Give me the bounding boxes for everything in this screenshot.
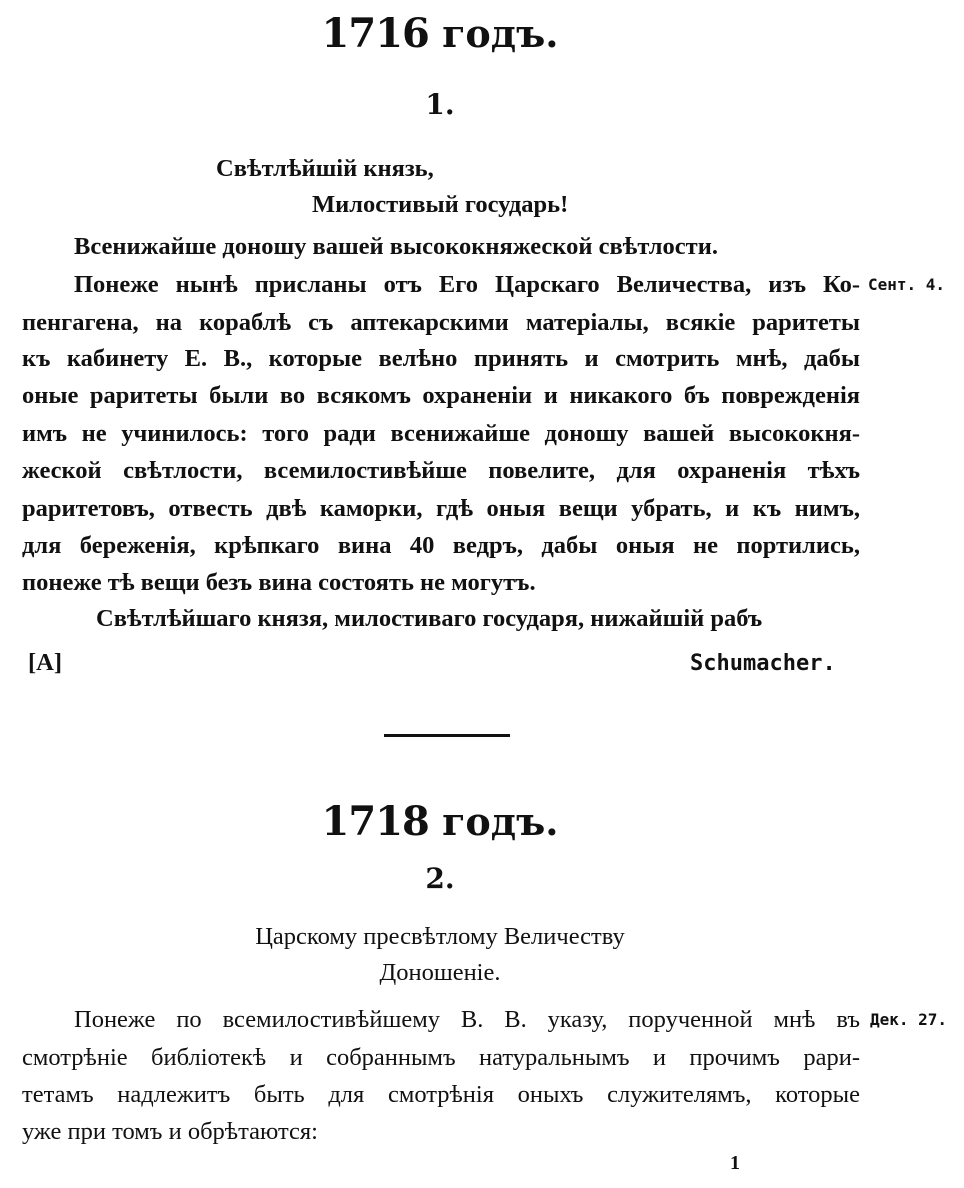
body-line-8: раритетовъ, отвесть двѣ каморки, гдѣ оныя вещи убрать, и къ нимъ, — [22, 495, 860, 522]
body-line-10: понеже тѣ вещи безъ вина состоять не могутъ. — [22, 569, 536, 596]
signature: Schumacher. — [690, 651, 836, 676]
body-line-3: пенгагена, на кораблѣ съ аптекарскими матеріалы, всякіе раритеты — [22, 309, 860, 336]
year-word: годъ. — [442, 11, 559, 56]
body-line-1: Всенижайше доношу вашей высококняжеской свѣтлости. — [74, 233, 718, 260]
body2-line-2: смотрѣніе библіотекѣ и собраннымъ натуральнымъ и прочимъ рари- — [22, 1044, 860, 1071]
year-number: 1716 — [321, 10, 429, 57]
body-line-6: имъ не учинилось: того ради всенижайше доношу вашей высококня- — [22, 420, 860, 447]
body2-line-1: Понеже по всемилостивѣйшему В. В. указу, порученной мнѣ въ — [74, 1006, 860, 1033]
address-line-1: Царскому пресвѣтлому Величеству — [255, 923, 625, 950]
margin-date-2: Дек. 27. — [870, 1010, 948, 1029]
body2-line-4: уже при томъ и обрѣтаются: — [22, 1118, 318, 1145]
page-number: 1 — [730, 1152, 740, 1174]
body-line-4: къ кабинету Е. В., которые велѣно принять и смотрить мнѣ, дабы — [22, 345, 860, 372]
document-number-2: 2. — [425, 862, 455, 895]
body-line-9: для береженія, крѣпкаго вина 40 ведръ, дабы оныя не портились, — [22, 532, 860, 559]
year-word: годъ. — [442, 799, 559, 844]
address-line-2: Доношеніе. — [379, 959, 501, 986]
year-heading-1716 — [0, 10, 880, 57]
section-divider — [384, 734, 510, 737]
salutation-line-1: Свѣтлѣйшій князь, — [216, 155, 434, 182]
year-number: 1718 — [321, 798, 429, 845]
year-heading-1718 — [0, 798, 880, 845]
archive-mark: [A] — [28, 649, 63, 676]
closing-line: Свѣтлѣйшаго князя, милостиваго государя, нижайшій рабъ — [96, 605, 763, 632]
body2-line-3: тетамъ надлежитъ быть для смотрѣнія оныхъ служителямъ, которые — [22, 1081, 860, 1108]
salutation-line-2: Милостивый государь! — [312, 191, 569, 218]
body-line-2: Понеже нынѣ присланы отъ Его Царскаго Величества, изъ Ко- — [74, 271, 860, 298]
margin-date-1: Сент. 4. — [868, 275, 946, 294]
body-line-7: жеской свѣтлости, всемилостивѣйше повелите, для охраненія тѣхъ — [22, 457, 860, 484]
document-number-1: 1. — [425, 88, 455, 121]
body-line-5: оные раритеты были во всякомъ охраненіи и никакого бъ поврежденія — [22, 382, 860, 409]
